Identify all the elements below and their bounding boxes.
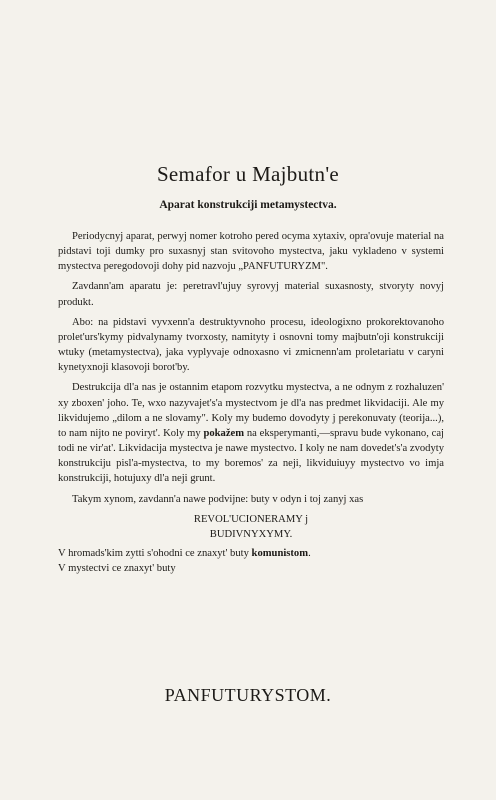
- page-title: Semafor u Majbutn'e: [156, 162, 340, 186]
- paragraph-4-text-c: ". Koly my budemo dovodyty j perekonuvaty (teorija...), to nam nijto ne poviryt'. Koly my: [58, 412, 444, 439]
- page-subtitle: Aparat konstrukciji metamystectva.: [159, 199, 337, 211]
- paragraph-3: Abo: na pidstavi vyvxenn'a destruktyvnoho procesu, ideologixno prokorektovanoho prolet'urs'kymy pidvalynamy tvorxosty, namityty i osnovni tomy majbutn'oji konstrukciji wtuky (metamystectva), jaka vyplyvaje odnoxasno vi zmicnenn'am proletariatu v caryni kynetyxnoji klasovoji borot'by.: [58, 316, 444, 374]
- body-text: [58, 229, 444, 576]
- paragraph-4-text-d: na eksperymanti,—spravu bude vykonano, caj todi ne vir'at'. Likvidacija mystectva je nawe mystectvo. I koly ne nam dovedet's'a zvodyty konstrukciju pisl'a-mystectva, to my boremos' za neji, likviduiuyy mystectvo vo imja konstrukciji, hotujuxy dl'a neji grunt.: [58, 427, 445, 485]
- emphasis-pokazem: pokažem: [203, 427, 245, 439]
- builders-line: BUDIVNYXYMY.: [209, 528, 293, 540]
- final-word: PANFUTURYSTOM.: [164, 685, 332, 705]
- revolutionaries-line: REVOL'UCIONERAMY j: [193, 513, 309, 525]
- social-life-line: [58, 546, 444, 561]
- communist-word: komunistom: [251, 547, 309, 559]
- art-line: V mystectvi ce znaxyt' buty: [58, 563, 176, 575]
- paragraph-4-text-b: dilom a ne slovamy: [116, 412, 202, 424]
- paragraph-4: [58, 380, 444, 486]
- social-life-end: .: [308, 547, 311, 559]
- paragraph-2: Zavdann'am aparatu je: peretravl'ujuy syrovyj material suxasnosty, stvoryty novyj produkt.: [58, 281, 444, 308]
- paragraph-5: Takym xynom, zavdann'a nawe podvijne: buty v odyn i toj zanyj xas: [72, 493, 364, 505]
- social-life-text: V hromads'kim zytti s'ohodni ce znaxyt' buty: [58, 547, 252, 559]
- paragraph-4-text-a: Destrukcija dl'a nas je ostannim etapom rozvytku mystectva, a ne odnym z rozhaluzen' xy zboxen' joho. Te, wxo nazyvajet's'a mystectvom je dl'a nas predmet likvidaciji. Ale my likvidujemo „: [58, 382, 444, 424]
- paragraph-1: Periodycnyj aparat, perwyj nomer kotroho pered ocyma xytaxiv, opra'ovuje material na pidstavi toji dumky pro suxasnyj stan svitovoho mystectva, jaku vykladeno v systemi mystectva peregodovoji dohy pid nazvoju „PANFUTURYZM".: [58, 231, 444, 273]
